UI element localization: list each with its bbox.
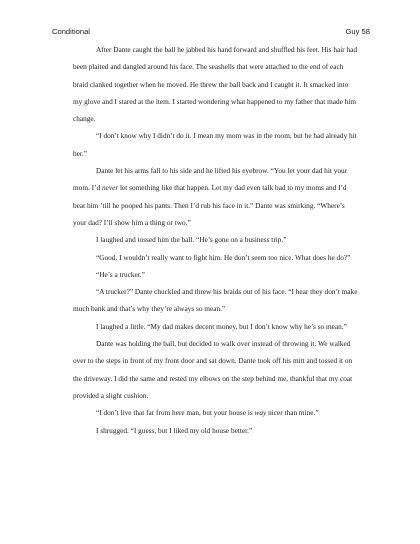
paragraph <box>50 231 370 248</box>
text-line: been plaited and dangled around his face. The seashells that were attached to the end of each <box>73 62 344 72</box>
text-line: “Good, I wouldn’t really want to fight him. He don’t seem too nice. What does he do?” <box>96 252 351 262</box>
text-line: Dante let his arms fall to his side and he lifted his eyebrow. “You let your dad hit your <box>96 166 348 176</box>
text-line: braid clanked together when he moved. He threw the ball back and I caught it. It smacked into <box>73 79 349 89</box>
text-line: “He’s a trucker.” <box>96 269 145 279</box>
text-line: “I don’t know why I didn’t do it. I mean my mom was in the room, but he had already hit <box>96 131 357 141</box>
header-title: Conditional <box>52 27 90 36</box>
text-line: I shrugged. “I guess, but I liked my old house better.” <box>96 425 253 435</box>
text-line: provided a slight cushion. <box>73 390 149 400</box>
paragraph <box>50 127 370 162</box>
text-line: over to the steps in front of my front door and sat down. Dante took off his mitt and tossed it on <box>73 356 353 366</box>
body-text <box>50 41 370 439</box>
paragraph <box>50 41 370 127</box>
text-line: your dad? I’ll show him a thing or two.” <box>73 217 191 227</box>
text-line: “A trucker?” Dante chuckled and threw his braids out of his face. “I hear they don’t make <box>96 287 358 297</box>
paragraph <box>50 318 370 335</box>
text-line: “I don’t live that far from here man, but your house is way nicer than mine.” <box>96 408 319 418</box>
paragraph <box>50 266 370 283</box>
text-line: After Dante caught the ball he jabbed his hand forward and shuffled his feet. His hair had <box>96 45 358 54</box>
paragraph <box>50 335 370 404</box>
emphasis-text: never <box>101 183 119 193</box>
text-line: mom. I’d never let something like that happen. Let my dad even talk bad to my moms and I’d <box>73 183 347 193</box>
text-line: the driveway. I did the same and rested my elbows on the step behind me, thankful that my coat <box>73 373 353 383</box>
text-line: my glove and I stared at the item. I started wondering what happened to my father that made him <box>73 96 357 106</box>
text-line: beat him ’till he pooped his pants. Then I’d rub his face in it.” Dante was smirking. “Where’s <box>73 200 345 210</box>
text-line: Dante was holding the ball, but decided to walk over instead of throwing it. We walked <box>96 339 351 349</box>
text-line: her.” <box>73 148 87 158</box>
header-page-number: Guy 58 <box>345 27 370 36</box>
paragraph <box>50 162 370 231</box>
paragraph <box>50 404 370 421</box>
running-header <box>52 26 370 38</box>
text-line: much bank and that’s why they’re always so mean.” <box>73 304 226 314</box>
emphasis-text: way <box>254 408 267 418</box>
text-line: I laughed a little. “My dad makes decent money, but I don’t know why he’s so mean.” <box>96 321 347 331</box>
paragraph <box>50 422 370 439</box>
text-line: change. <box>73 114 96 124</box>
paragraph <box>50 283 370 318</box>
paragraph <box>50 249 370 266</box>
text-line: I laughed and tossed him the ball. “He’s gone on a business trip.” <box>96 235 287 245</box>
